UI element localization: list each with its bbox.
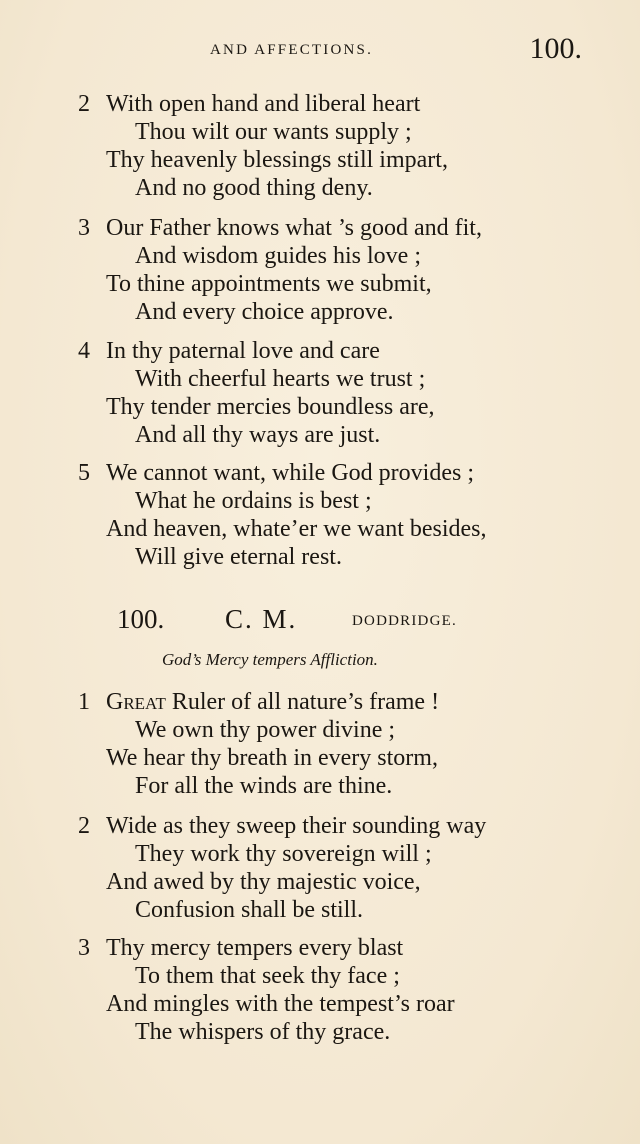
verse-line: Our Father knows what ’s good and fit,: [106, 215, 482, 241]
verse-line: And all thy ways are just.: [135, 422, 381, 448]
stanza-3-prev: [78, 214, 568, 326]
verse-line: And mingles with the tempest’s roar: [106, 991, 455, 1017]
verse-line: And heaven, whate’er we want besides,: [106, 516, 487, 542]
stanza-4-prev: [78, 337, 568, 449]
stanza-number: 3: [78, 215, 90, 241]
stanza-number: 4: [78, 338, 90, 364]
hymn-header: [117, 604, 577, 640]
hymn-meter: C. M.: [225, 604, 298, 634]
hymn-number: 100.: [117, 604, 165, 634]
stanza-number: 1: [78, 689, 90, 715]
hymn-author: DODDRIDGE.: [352, 613, 457, 629]
hymn-stanza-3: [78, 934, 568, 1046]
first-word: Great: [106, 689, 166, 715]
verse-line: Thy heavenly blessings still impart,: [106, 147, 448, 173]
stanza-number: 2: [78, 813, 90, 839]
verse-line: We own thy power divine ;: [135, 717, 396, 743]
verse-line: What he ordains is best ;: [135, 488, 372, 514]
verse-line: Wide as they sweep their sounding way: [106, 813, 487, 839]
verse-line: To thine appointments we submit,: [106, 271, 432, 297]
stanza-number: 5: [78, 460, 90, 486]
verse-line: Confusion shall be still.: [135, 897, 363, 923]
verse-line: Thy mercy tempers every blast: [106, 935, 404, 961]
hymn-stanza-2: [78, 812, 568, 924]
verse-line: And every choice approve.: [135, 299, 394, 325]
stanza-number: 3: [78, 935, 90, 961]
verse-line-rest: Ruler of all nature’s frame !: [165, 689, 440, 715]
verse-line: We hear thy breath in every storm,: [106, 745, 438, 771]
verse-line: And wisdom guides his love ;: [135, 243, 421, 269]
verse-line: Thou wilt our wants supply ;: [135, 119, 412, 145]
verse-line: With cheerful hearts we trust ;: [135, 366, 426, 392]
verse-line: For all the winds are thine.: [135, 773, 393, 799]
stanza-2-prev: [78, 90, 568, 202]
verse-line: Thy tender mercies boundless are,: [106, 394, 435, 420]
verse-line: In thy paternal love and care: [106, 338, 380, 364]
stanza-number: 2: [78, 91, 90, 117]
stanza-5-prev: [78, 459, 568, 571]
verse-line: [78, 688, 568, 716]
running-title: AND AFFECTIONS.: [210, 42, 374, 58]
verse-line: The whispers of thy grace.: [135, 1019, 391, 1045]
verse-line: To them that seek thy face ;: [135, 963, 400, 989]
hymn-subtitle: God’s Mercy tempers Affliction.: [162, 650, 378, 669]
verse-line: They work thy sovereign will ;: [135, 841, 432, 867]
verse-line: And no good thing deny.: [135, 175, 373, 201]
verse-line: And awed by thy majestic voice,: [106, 869, 421, 895]
page-number: 100.: [529, 32, 582, 65]
verse-line: With open hand and liberal heart: [106, 91, 421, 117]
verse-line: Will give eternal rest.: [135, 544, 342, 570]
verse-line: We cannot want, while God provides ;: [106, 460, 474, 486]
hymn-stanza-1: [78, 688, 568, 800]
